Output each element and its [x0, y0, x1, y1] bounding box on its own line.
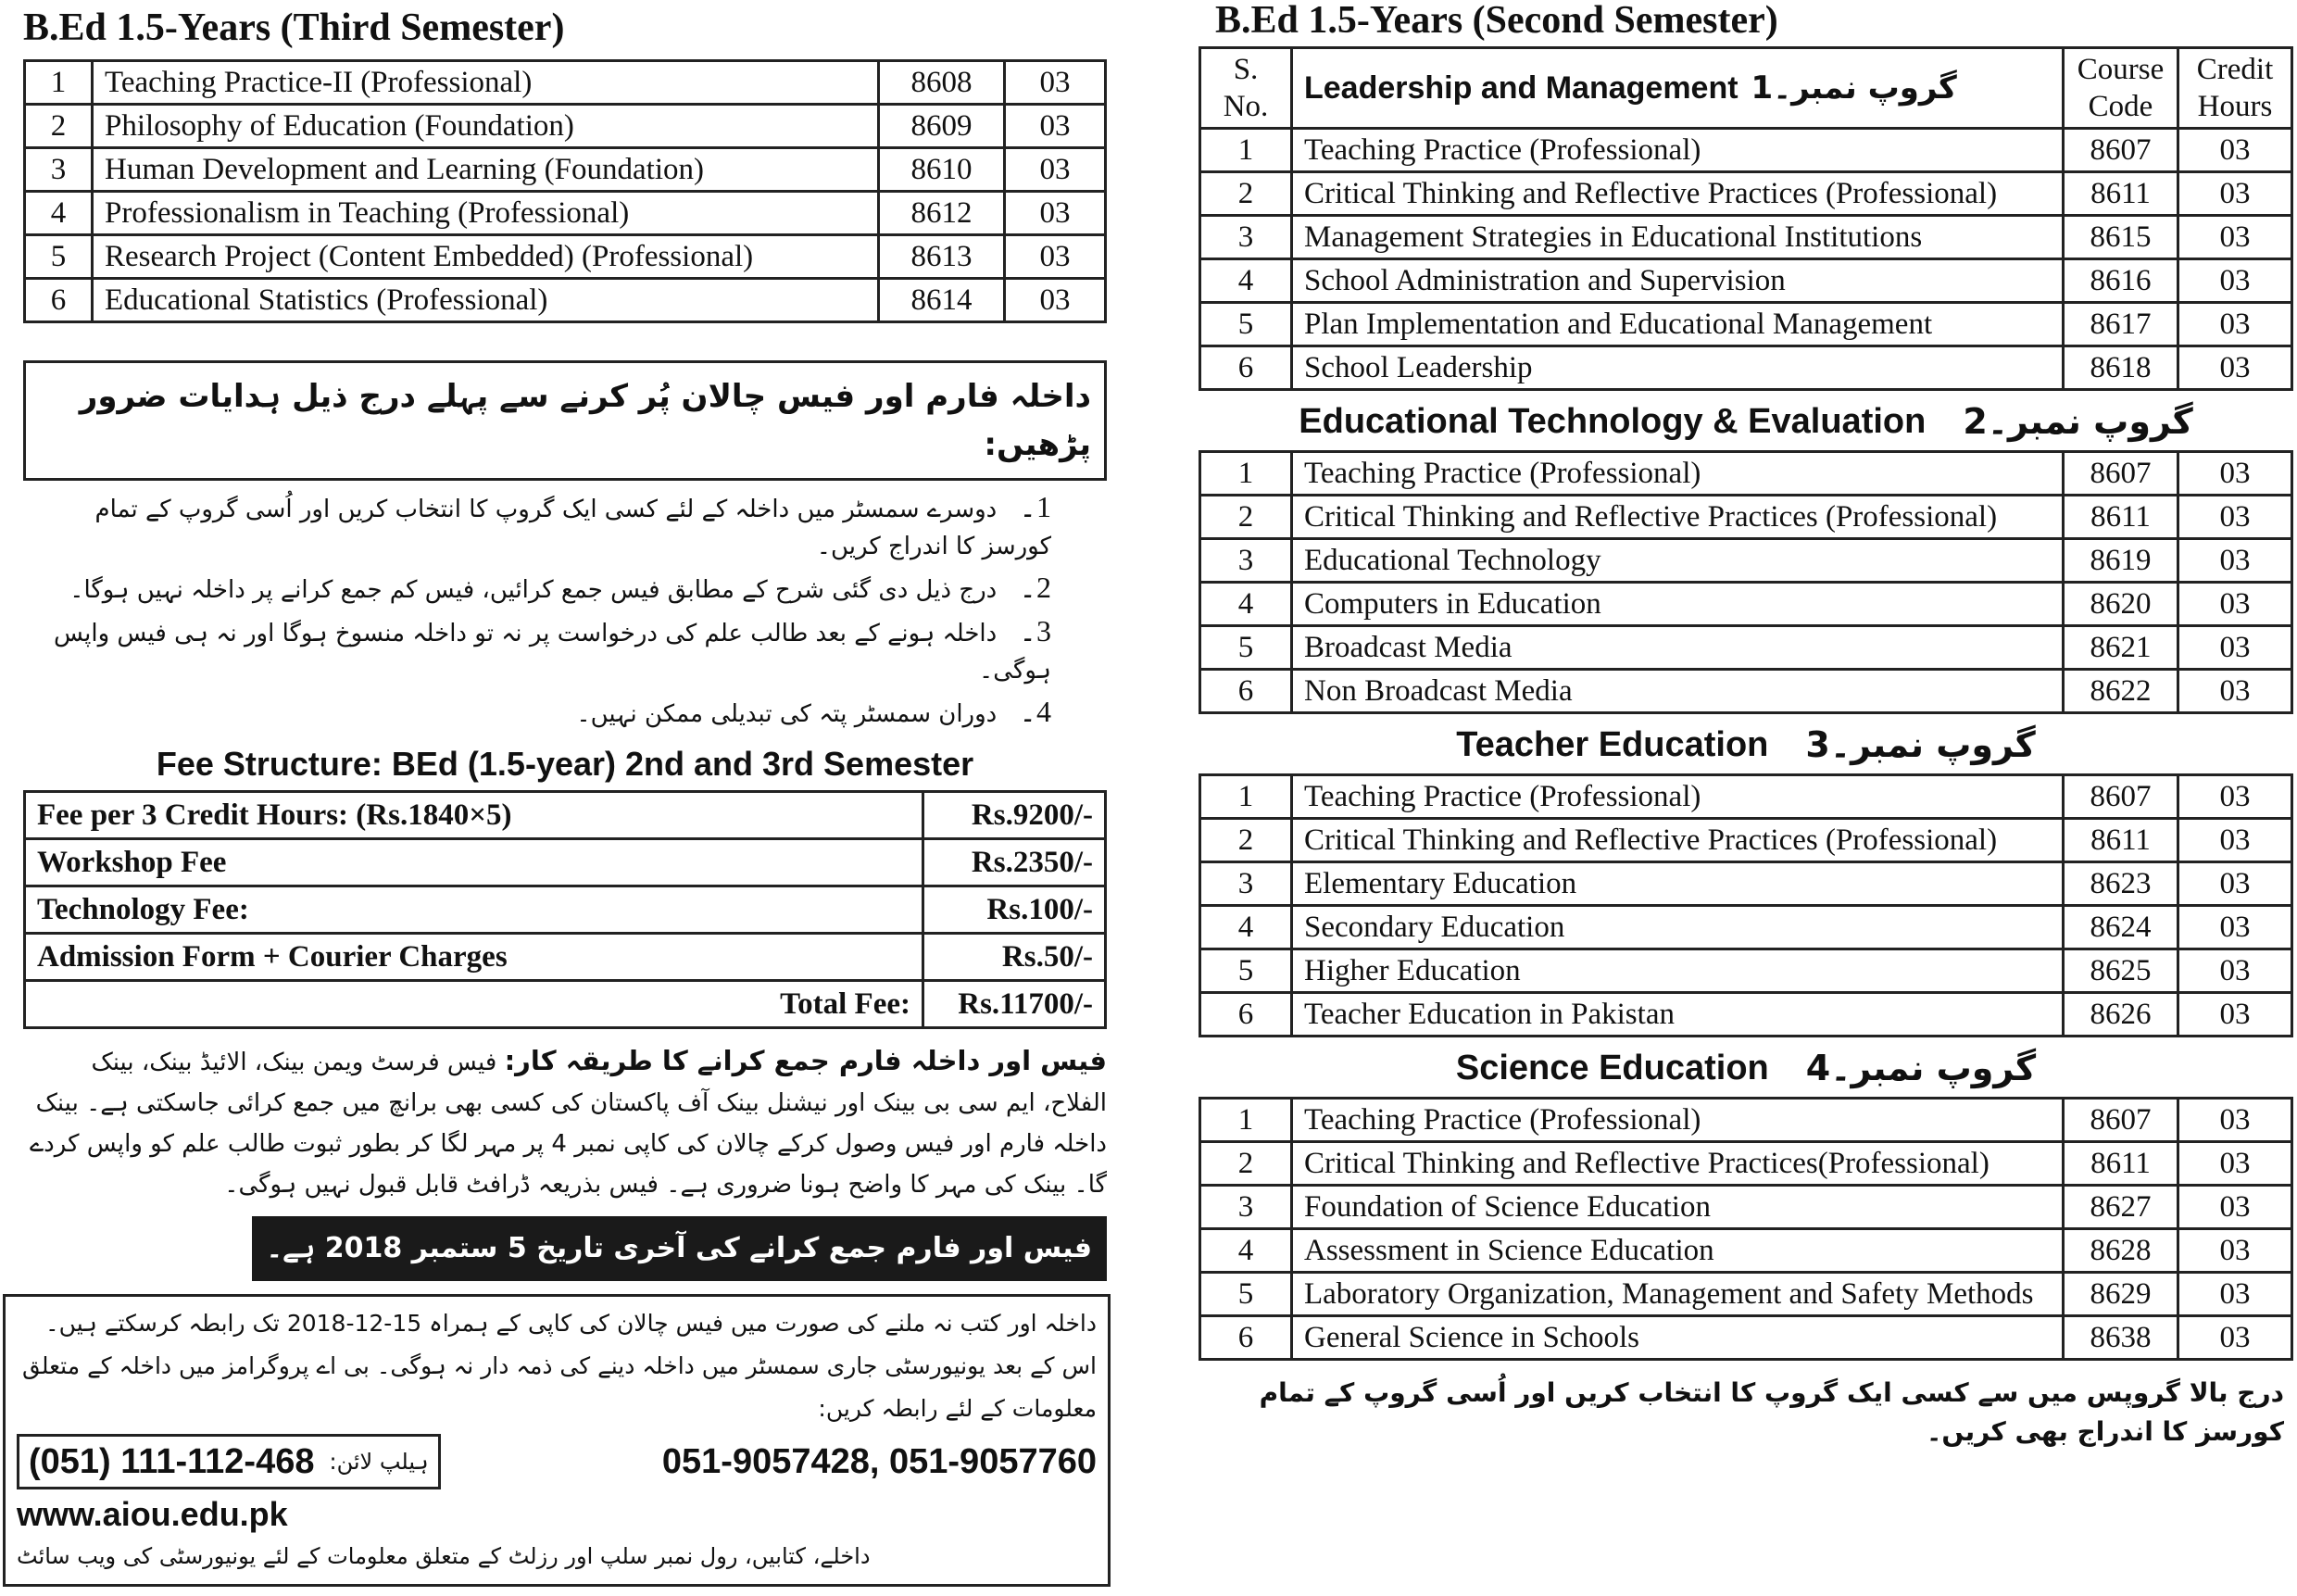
course-title: Non Broadcast Media [1292, 670, 2064, 713]
helpline-number: (051) 111-112-468 [29, 1442, 315, 1481]
group-4-table [1199, 1097, 2293, 1361]
serial-number: 5 [1200, 1273, 1292, 1316]
header-serial-number [1200, 48, 1292, 129]
serial-number: 3 [1200, 216, 1292, 259]
course-code: 8620 [2064, 583, 2178, 626]
credit-hours: 03 [2178, 496, 2292, 539]
fee-label: Technology Fee: [25, 886, 923, 934]
credit-hours: 03 [1005, 105, 1106, 148]
credit-hours: 03 [2178, 1142, 2292, 1186]
course-code: 8619 [2064, 539, 2178, 583]
deadline-banner [252, 1216, 1107, 1281]
table-row [1200, 1186, 2292, 1229]
fee-structure-title-bold: Fee Structure: [156, 745, 383, 783]
table-row [25, 61, 1106, 105]
course-title: Teaching Practice (Professional) [1292, 1099, 2064, 1142]
credit-hours: 03 [2178, 906, 2292, 949]
credit-hours: 03 [2178, 1229, 2292, 1273]
header-group-title [1292, 48, 2064, 129]
fee-row [25, 792, 1106, 839]
course-title: Computers in Education [1292, 583, 2064, 626]
header-code-line2: Code [2088, 90, 2153, 123]
credit-hours: 03 [1005, 192, 1106, 235]
fee-method-text: فیس فرسٹ ویمن بینک، الائیڈ بینک، بینک الفلاح، ایم سی بی بینک اور نیشنل بینک آف پاکستان کی کسی بھی برانچ میں جمع کرائی جاسکتی ہے۔ بینک داخلہ فارم اور فیس وصول کرکے چالان کی کاپی نمبر 4 پر مہر لگا کر بطور ثبوت طالب علم کو واپس کردے گا۔ بینک کی مہر کا واضح ہونا ضروری ہے۔ فیس بذریعہ ڈرافٹ قابل قبول نہیں ہوگی۔ [29, 1049, 1107, 1199]
course-title: Teaching Practice-II (Professional) [93, 61, 879, 105]
fee-structure-title [23, 742, 1107, 786]
contact-box [3, 1294, 1111, 1587]
course-code: 8628 [2064, 1229, 2178, 1273]
credit-hours: 03 [2178, 259, 2292, 303]
credit-hours: 03 [2178, 172, 2292, 216]
helpline-label: ہیلپ لائن: [329, 1449, 429, 1475]
course-code: 8607 [2064, 452, 2178, 496]
table-row [1200, 626, 2292, 670]
credit-hours: 03 [2178, 1273, 2292, 1316]
groups-footer-note: درج بالا گروپس میں سے کسی ایک گروپ کا انتخاب کریں اور اُسی گروپ کے تمام کورسز کا اندراج بھی کریں۔ [1259, 1377, 2284, 1447]
serial-number: 3 [1200, 1186, 1292, 1229]
credit-hours: 03 [2178, 129, 2292, 172]
table-row [1200, 949, 2292, 993]
serial-number: 1 [1200, 452, 1292, 496]
serial-number: 2 [1200, 496, 1292, 539]
course-title: School Administration and Supervision [1292, 259, 2064, 303]
credit-hours: 03 [2178, 670, 2292, 713]
serial-number: 1 [1200, 129, 1292, 172]
credit-hours: 03 [2178, 539, 2292, 583]
instruction-item [23, 569, 1107, 609]
course-code: 8618 [2064, 346, 2178, 390]
course-title: Research Project (Content Embedded) (Professional) [93, 235, 879, 279]
course-code: 8623 [2064, 862, 2178, 906]
credit-hours: 03 [2178, 862, 2292, 906]
group-name: Leadership and Management [1304, 70, 1738, 106]
deadline-row [23, 1216, 1107, 1281]
instructions-heading: داخلہ فارم اور فیس چالان پُر کرنے سے پہلے درج ذیل ہدایات ضرور پڑھیں: [79, 378, 1091, 463]
serial-number: 2 [1200, 172, 1292, 216]
credit-hours: 03 [2178, 949, 2292, 993]
serial-number: 6 [25, 279, 93, 322]
group-3-table [1199, 773, 2293, 1037]
course-code: 8624 [2064, 906, 2178, 949]
course-code: 8621 [2064, 626, 2178, 670]
instruction-text: درج ذیل دی گئی شرح کے مطابق فیس جمع کرائیں، فیس کم جمع کرانے پر داخلہ نہیں ہوگا۔ [69, 576, 998, 604]
course-code: 8613 [879, 235, 1005, 279]
table-row [1200, 216, 2292, 259]
credit-hours: 03 [1005, 279, 1106, 322]
instruction-item [23, 693, 1107, 733]
third-semester-title: B.Ed 1.5-Years (Third Semester) [23, 6, 565, 49]
total-fee-amount: Rs.11700/- [923, 981, 1106, 1028]
table-row [1200, 993, 2292, 1037]
group-name: Science Education [1455, 1049, 1769, 1087]
serial-number: 4 [1200, 583, 1292, 626]
group-3-title [1199, 722, 2293, 768]
course-title: Elementary Education [1292, 862, 2064, 906]
group-2-table [1199, 450, 2293, 714]
serial-number: 3 [25, 148, 93, 192]
header-sno-line2: No. [1223, 90, 1269, 123]
serial-number: 6 [1200, 1316, 1292, 1360]
serial-number: 5 [1200, 303, 1292, 346]
course-code: 8627 [2064, 1186, 2178, 1229]
header-hours [2178, 48, 2292, 129]
fee-method-paragraph [23, 1040, 1107, 1205]
group-label: گروپ نمبر۔4 [1805, 1048, 2037, 1088]
table-row [1200, 452, 2292, 496]
header-code-line1: Course [2077, 53, 2165, 86]
course-title: Critical Thinking and Reflective Practices (Professional) [1292, 819, 2064, 862]
fee-amount: Rs.9200/- [923, 792, 1106, 839]
deadline-text: فیس اور فارم جمع کرانے کی آخری تاریخ 5 ستمبر 2018 ہے۔ [266, 1232, 1092, 1264]
instruction-text: دوران سمسٹر پتہ کی تبدیلی ممکن نہیں۔ [576, 700, 998, 728]
credit-hours: 03 [2178, 583, 2292, 626]
course-code: 8626 [2064, 993, 2178, 1037]
course-title: Teaching Practice (Professional) [1292, 129, 2064, 172]
table-row [1200, 1273, 2292, 1316]
fee-label: Workshop Fee [25, 839, 923, 886]
course-code: 8610 [879, 148, 1005, 192]
header-sno-line1: S. [1233, 53, 1259, 86]
website-row [17, 1493, 1097, 1577]
course-code: 8629 [2064, 1273, 2178, 1316]
credit-hours: 03 [2178, 1099, 2292, 1142]
website-text: داخلے، کتابیں، رول نمبر سلپ اور رزلٹ کے متعلق معلومات کے لئے یونیورسٹی کی ویب سائٹ [17, 1543, 871, 1569]
credit-hours: 03 [2178, 1186, 2292, 1229]
serial-number: 2 [25, 105, 93, 148]
third-semester-table [23, 59, 1107, 323]
course-title: General Science in Schools [1292, 1316, 2064, 1360]
course-code: 8615 [2064, 216, 2178, 259]
table-row [1200, 539, 2292, 583]
course-code: 8607 [2064, 129, 2178, 172]
credit-hours: 03 [2178, 1316, 2292, 1360]
course-title: Secondary Education [1292, 906, 2064, 949]
table-header-row [1200, 48, 2292, 129]
table-row [1200, 1142, 2292, 1186]
header-hours-line1: Credit [2196, 53, 2274, 86]
fee-label: Admission Form + Courier Charges [25, 934, 923, 981]
course-code: 8616 [2064, 259, 2178, 303]
course-title: Higher Education [1292, 949, 2064, 993]
course-title: Foundation of Science Education [1292, 1186, 2064, 1229]
instruction-number: 3۔ [1019, 614, 1051, 647]
credit-hours: 03 [2178, 819, 2292, 862]
right-column [1199, 0, 2293, 1451]
table-row [25, 235, 1106, 279]
serial-number: 2 [1200, 819, 1292, 862]
course-code: 8609 [879, 105, 1005, 148]
instructions-heading-box [23, 360, 1107, 481]
course-code: 8607 [2064, 775, 2178, 819]
total-fee-label: Total Fee: [25, 981, 923, 1028]
group-name: Educational Technology & Evaluation [1299, 402, 1927, 441]
table-row [1200, 819, 2292, 862]
table-row [1200, 1099, 2292, 1142]
group-label: گروپ نمبر۔1 [1751, 69, 1957, 107]
fee-amount: Rs.2350/- [923, 839, 1106, 886]
table-row [1200, 1229, 2292, 1273]
serial-number: 3 [1200, 862, 1292, 906]
credit-hours: 03 [2178, 775, 2292, 819]
table-row [1200, 906, 2292, 949]
credit-hours: 03 [2178, 346, 2292, 390]
course-title: Teaching Practice (Professional) [1292, 775, 2064, 819]
course-title: Critical Thinking and Reflective Practices (Professional) [1292, 172, 2064, 216]
fee-row [25, 839, 1106, 886]
table-row [1200, 129, 2292, 172]
credit-hours: 03 [2178, 993, 2292, 1037]
fee-method-heading: فیس اور داخلہ فارم جمع کرانے کا طریقہ کار: [504, 1045, 1107, 1076]
table-row [25, 279, 1106, 322]
helpline-box [17, 1434, 441, 1489]
credit-hours: 03 [1005, 235, 1106, 279]
serial-number: 5 [1200, 949, 1292, 993]
contact-text: داخلہ اور کتب نہ ملنے کی صورت میں فیس چالان کی کاپی کے ہمراہ 15-12-2018 تک رابطہ کرسکتے ہیں۔ اس کے بعد یونیورسٹی جاری سمسٹر میں داخلہ دینے کی ذمہ دار نہ ہوگی۔ بی اے پروگرامز میں داخلہ کے متعلق معلومات کے لئے رابطہ کریں: [22, 1310, 1097, 1422]
table-row [25, 192, 1106, 235]
credit-hours: 03 [2178, 216, 2292, 259]
course-title: Assessment in Science Education [1292, 1229, 2064, 1273]
table-row [1200, 172, 2292, 216]
serial-number: 2 [1200, 1142, 1292, 1186]
table-row [1200, 862, 2292, 906]
course-title: Educational Statistics (Professional) [93, 279, 879, 322]
course-code: 8638 [2064, 1316, 2178, 1360]
instruction-item [23, 612, 1107, 689]
website-link[interactable]: www.aiou.edu.pk [17, 1495, 288, 1533]
course-title: Plan Implementation and Educational Management [1292, 303, 2064, 346]
group-4-title [1199, 1045, 2293, 1091]
table-row [1200, 775, 2292, 819]
serial-number: 1 [1200, 1099, 1292, 1142]
course-title: Professionalism in Teaching (Professional) [93, 192, 879, 235]
table-row [1200, 346, 2292, 390]
course-title: Philosophy of Education (Foundation) [93, 105, 879, 148]
table-row [1200, 496, 2292, 539]
credit-hours: 03 [1005, 61, 1106, 105]
course-title: Laboratory Organization, Management and Safety Methods [1292, 1273, 2064, 1316]
left-column [17, 0, 1107, 1587]
group-label: گروپ نمبر۔3 [1805, 724, 2036, 765]
second-semester-groups [1199, 46, 2293, 1361]
course-code: 8617 [2064, 303, 2178, 346]
course-code: 8612 [879, 192, 1005, 235]
group-1-table [1199, 46, 2293, 391]
course-code: 8611 [2064, 819, 2178, 862]
course-code: 8625 [2064, 949, 2178, 993]
instruction-text: دوسرے سمسٹر میں داخلہ کے لئے کسی ایک گروپ کا انتخاب کریں اور اُسی گروپ کے تمام کورسز کا اندراج کریں۔ [94, 496, 1051, 560]
instruction-number: 2۔ [1019, 571, 1051, 604]
table-row [1200, 670, 2292, 713]
credit-hours: 03 [2178, 626, 2292, 670]
group-name: Teacher Education [1456, 725, 1769, 764]
course-code: 8611 [2064, 172, 2178, 216]
course-code: 8611 [2064, 1142, 2178, 1186]
serial-number: 6 [1200, 670, 1292, 713]
instruction-text: داخلہ ہونے کے بعد طالب علم کی درخواست پر نہ تو داخلہ منسوخ ہوگا اور نہ ہی فیس واپس ہوگی۔ [53, 620, 1051, 685]
course-title: Broadcast Media [1292, 626, 2064, 670]
serial-number: 6 [1200, 993, 1292, 1037]
second-semester-title: B.Ed 1.5-Years (Second Semester) [1215, 0, 1778, 42]
fee-amount: Rs.50/- [923, 934, 1106, 981]
instructions-list [23, 488, 1107, 733]
fee-row [25, 886, 1106, 934]
helpline-row [17, 1434, 1097, 1489]
course-title: Critical Thinking and Reflective Practices(Professional) [1292, 1142, 2064, 1186]
credit-hours: 03 [2178, 452, 2292, 496]
credit-hours: 03 [1005, 148, 1106, 192]
serial-number: 1 [1200, 775, 1292, 819]
serial-number: 4 [25, 192, 93, 235]
course-title: Critical Thinking and Reflective Practices (Professional) [1292, 496, 2064, 539]
course-title: Educational Technology [1292, 539, 2064, 583]
serial-number: 6 [1200, 346, 1292, 390]
group-2-title [1199, 398, 2293, 445]
fee-amount: Rs.100/- [923, 886, 1106, 934]
instruction-number: 4۔ [1019, 695, 1051, 728]
fee-row [25, 934, 1106, 981]
group-label: گروپ نمبر۔2 [1963, 401, 2193, 442]
serial-number: 4 [1200, 1229, 1292, 1273]
instruction-number: 1۔ [1019, 490, 1051, 523]
table-row [25, 105, 1106, 148]
course-title: Management Strategies in Educational Institutions [1292, 216, 2064, 259]
fee-table [23, 790, 1107, 1029]
course-code: 8622 [2064, 670, 2178, 713]
instruction-item [23, 488, 1107, 565]
credit-hours: 03 [2178, 303, 2292, 346]
header-hours-line2: Hours [2197, 90, 2273, 123]
table-row [1200, 583, 2292, 626]
course-code: 8614 [879, 279, 1005, 322]
course-title: Human Development and Learning (Foundation) [93, 148, 879, 192]
serial-number: 5 [1200, 626, 1292, 670]
table-row [1200, 1316, 2292, 1360]
serial-number: 3 [1200, 539, 1292, 583]
fee-structure-title-rest: BEd (1.5-year) 2nd and 3rd Semester [391, 745, 974, 783]
table-row [1200, 303, 2292, 346]
phone-numbers: 051-9057428, 051-9057760 [661, 1442, 1097, 1481]
serial-number: 1 [25, 61, 93, 105]
course-code: 8607 [2064, 1099, 2178, 1142]
table-row [25, 148, 1106, 192]
fee-total-row [25, 981, 1106, 1028]
table-row [1200, 259, 2292, 303]
header-code [2064, 48, 2178, 129]
serial-number: 4 [1200, 259, 1292, 303]
course-title: School Leadership [1292, 346, 2064, 390]
serial-number: 5 [25, 235, 93, 279]
course-title: Teaching Practice (Professional) [1292, 452, 2064, 496]
course-code: 8611 [2064, 496, 2178, 539]
course-code: 8608 [879, 61, 1005, 105]
fee-label: Fee per 3 Credit Hours: (Rs.1840×5) [25, 792, 923, 839]
course-title: Teacher Education in Pakistan [1292, 993, 2064, 1037]
serial-number: 4 [1200, 906, 1292, 949]
